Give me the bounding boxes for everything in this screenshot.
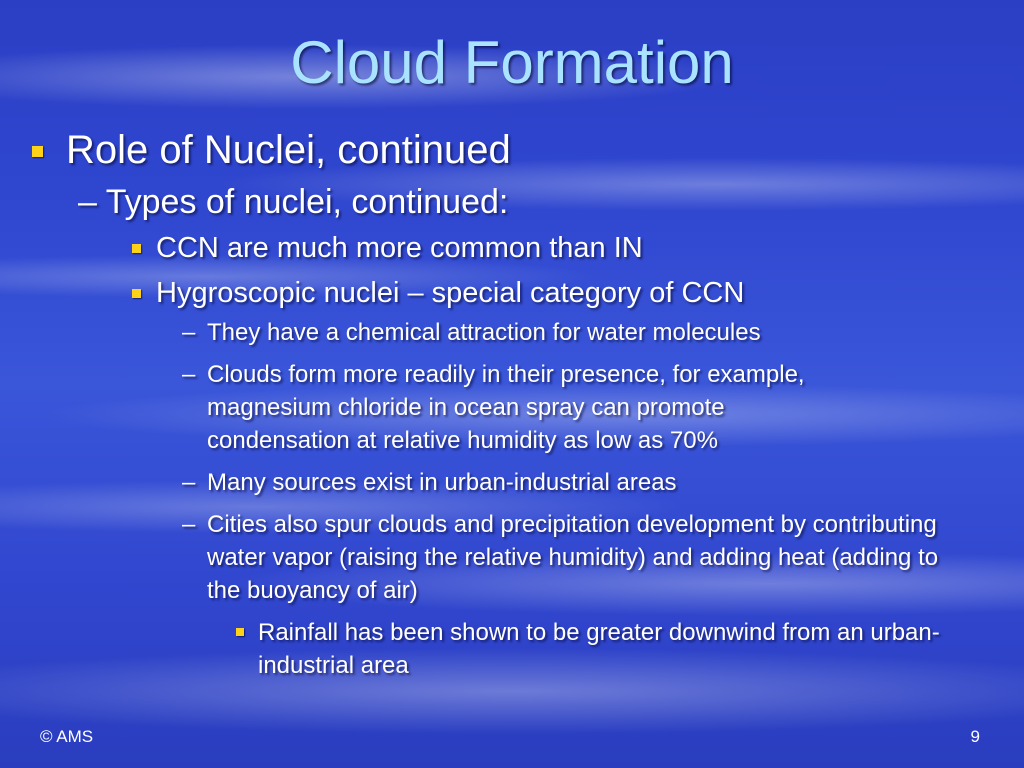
dash-bullet-icon: – xyxy=(182,319,196,346)
bullet-level4 xyxy=(30,466,1000,499)
bullet-level3 xyxy=(30,277,1000,310)
bullet-text: CCN are much more common than IN xyxy=(156,232,643,264)
bullet-text: They have a chemical attraction for water molecules xyxy=(207,319,761,346)
bullet-level5 xyxy=(30,616,1018,682)
dash-bullet-icon: – xyxy=(182,469,196,496)
slide-title: Cloud Formation xyxy=(290,29,734,96)
square-bullet-icon xyxy=(132,244,141,253)
bullet-level3 xyxy=(30,232,1000,265)
dash-bullet-icon: – xyxy=(182,511,196,538)
square-bullet-icon xyxy=(32,146,43,157)
bullet-text: Rainfall has been shown to be greater downwind from an urban-industrial area xyxy=(258,619,940,679)
bullet-text: – Types of nuclei, continued: xyxy=(78,183,509,221)
square-bullet-icon xyxy=(132,289,141,298)
bullet-level4 xyxy=(30,358,807,457)
bullet-text: Role of Nuclei, continued xyxy=(66,128,511,172)
bullet-level4 xyxy=(30,316,1000,349)
bullet-level1 xyxy=(30,128,1000,173)
slide-content xyxy=(30,128,1000,682)
page-number: 9 xyxy=(970,727,980,746)
bullet-level4 xyxy=(30,508,967,607)
bullet-text: Clouds form more readily in their presence, for example, magnesium chloride in ocean spray can promote condensation at relative humidity as low as 70% xyxy=(207,361,805,454)
bullet-text: Hygroscopic nuclei – special category of CCN xyxy=(156,277,745,309)
bullet-text: Many sources exist in urban-industrial areas xyxy=(207,469,677,496)
square-bullet-icon xyxy=(236,628,244,636)
copyright-footer: © AMS xyxy=(40,727,94,746)
bullet-text: Cities also spur clouds and precipitation development by contributing water vapor (raising the relative humidity) and adding heat (adding to the buoyancy of air) xyxy=(207,511,939,604)
dash-bullet-icon: – xyxy=(182,361,196,388)
bullet-level2 xyxy=(30,183,1000,222)
